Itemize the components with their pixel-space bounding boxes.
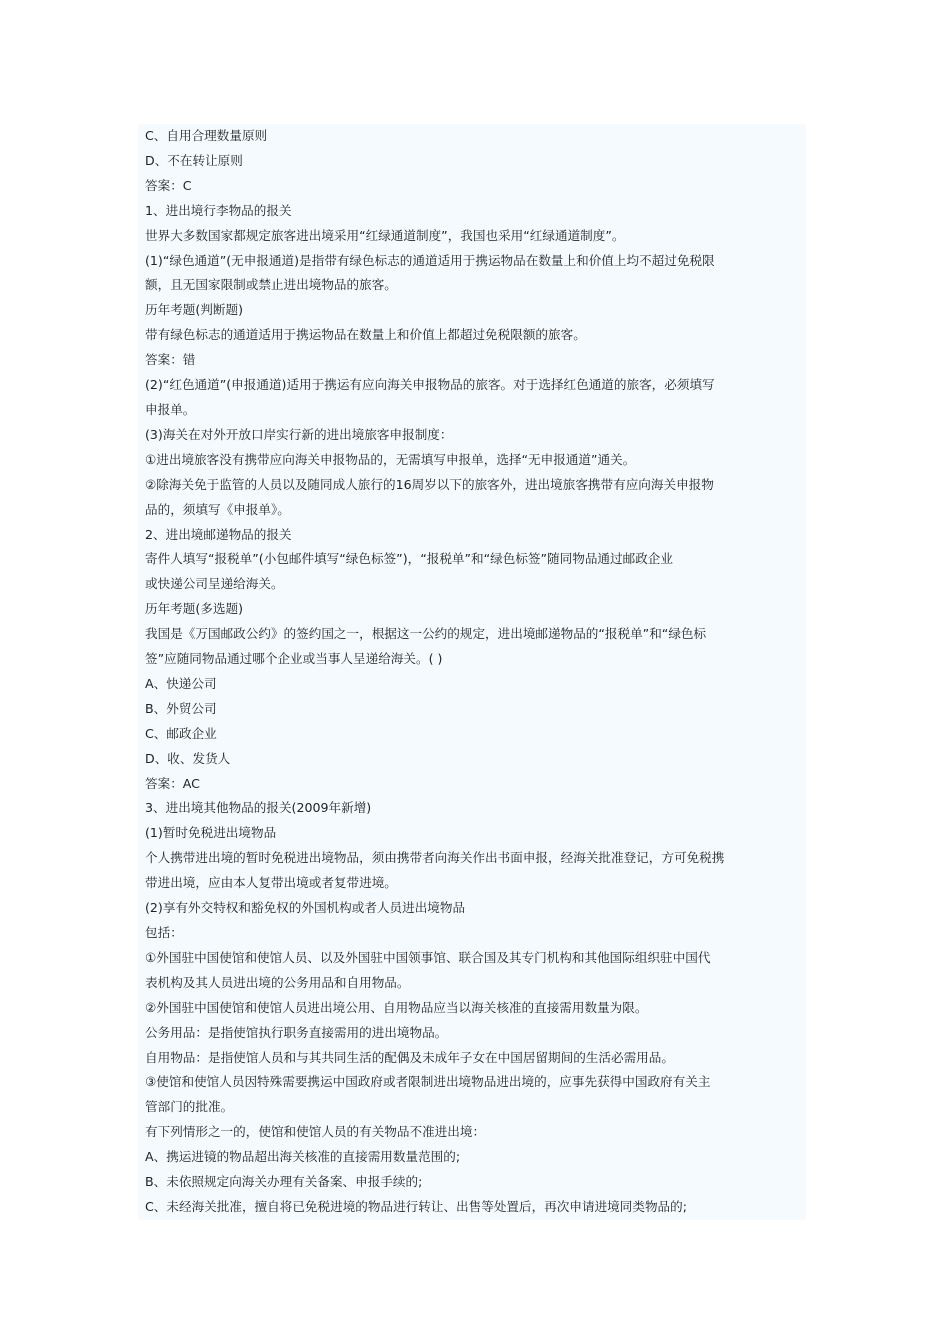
text-line: ③使馆和使馆人员因特殊需要携运中国政府或者限制进出境物品进出境的，应事先获得中国政府有关主 (145, 1074, 711, 1090)
text-line: 公务用品：是指使馆执行职务直接需用的进出境物品。 (145, 1024, 448, 1040)
text-line: 3、进出境其他物品的报关(2009年新增) (145, 800, 372, 816)
text-line: B、未依照规定向海关办理有关备案、申报手续的; (145, 1174, 423, 1190)
text-line: 申报单。 (145, 401, 196, 417)
text-line: 答案：C (145, 177, 192, 193)
text-line: 或快递公司呈递给海关。 (145, 576, 284, 592)
text-line: 答案：AC (145, 775, 200, 791)
text-line: 带有绿色标志的通道适用于携运物品在数量上和价值上都超过免税限额的旅客。 (145, 327, 586, 343)
text-line: 历年考题(判断题) (145, 302, 243, 318)
text-line: 自用物品：是指使馆人员和与其共同生活的配偶及未成年子女在中国居留期间的生活必需用品。 (145, 1049, 674, 1065)
text-line: 2、进出境邮递物品的报关 (145, 526, 292, 542)
text-line: 品的，须填写《申报单》。 (145, 501, 290, 517)
text-line: 个人携带进出境的暂时免税进出境物品，须由携带者向海关作出书面申报，经海关批准登记，方可免税携 (145, 850, 725, 866)
text-line: B、外贸公司 (145, 700, 217, 716)
text-line: A、快递公司 (145, 675, 217, 691)
text-line: C、自用合理数量原则 (145, 128, 268, 143)
text-line: ②外国驻中国使馆和使馆人员进出境公用、自用物品应当以海关核准的直接需用数量为限。 (145, 999, 648, 1015)
text-line: (1)“绿色通道”(无申报通道)是指带有绿色标志的通道适用于携运物品在数量上和价值上均不超过免税限 (145, 252, 715, 268)
text-line: 表机构及其人员进出境的公务用品和自用物品。 (145, 974, 410, 990)
text-line: ①进出境旅客没有携带应向海关申报物品的，无需填写申报单，选择“无申报通道”通关。 (145, 451, 636, 467)
text-line: 寄件人填写“报税单”(小包邮件填写“绿色标签”)，“报税单”和“绿色标签”随同物品通过邮政企业 (145, 551, 673, 567)
text-line: 带进出境，应由本人复带出境或者复带进境。 (145, 875, 397, 891)
text-line: 世界大多数国家都规定旅客进出境采用“红绿通道制度”，我国也采用“红绿通道制度”。 (145, 227, 625, 243)
text-line: A、携运进镜的物品超出海关核准的直接需用数量范围的; (145, 1149, 461, 1165)
text-line: D、收、发货人 (145, 750, 231, 766)
text-line: 1、进出境行李物品的报关 (145, 202, 292, 218)
text-line: 包括： (145, 925, 183, 940)
text-line: 额，且无国家限制或禁止进出境物品的旅客。 (145, 277, 397, 293)
text-line: 有下列情形之一的，使馆和使馆人员的有关物品不准进出境： (145, 1124, 486, 1140)
text-line: (3)海关在对外开放口岸实行新的进出境旅客申报制度： (145, 426, 453, 442)
text-line: (2)享有外交特权和豁免权的外国机构或者人员进出境物品 (145, 900, 466, 916)
text-line: 签”应随同物品通过哪个企业或当事人呈递给海关。( ) (145, 651, 443, 667)
text-line: ①外国驻中国使馆和使馆人员、以及外国驻中国领事馆、联合国及其专门机构和其他国际组织驻中国代 (145, 949, 711, 965)
text-line: (2)“红色通道”(申报通道)适用于携运有应向海关申报物品的旅客。对于选择红色通道的旅客，必须填写 (145, 377, 715, 393)
text-line: 我国是《万国邮政公约》的签约国之一，根据这一公约的规定，进出境邮递物品的“报税单”和“绿色标 (145, 626, 707, 642)
text-line: (1)暂时免税进出境物品 (145, 825, 277, 841)
text-line: C、未经海关批准，擅自将已免税进境的物品进行转让、出售等处置后，再次申请进境同类物品的; (145, 1198, 687, 1214)
text-line: 答案：错 (145, 352, 196, 368)
text-line: 管部门的批准。 (145, 1099, 234, 1115)
text-line: C、邮政企业 (145, 725, 217, 741)
text-line: D、不在转让原则 (145, 152, 243, 168)
document-body (138, 124, 806, 1220)
text-line: 历年考题(多选题) (145, 601, 243, 617)
text-line: ②除海关免于监管的人员以及随同成人旅行的16周岁以下的旅客外，进出境旅客携带有应向海关申报物 (145, 476, 714, 492)
